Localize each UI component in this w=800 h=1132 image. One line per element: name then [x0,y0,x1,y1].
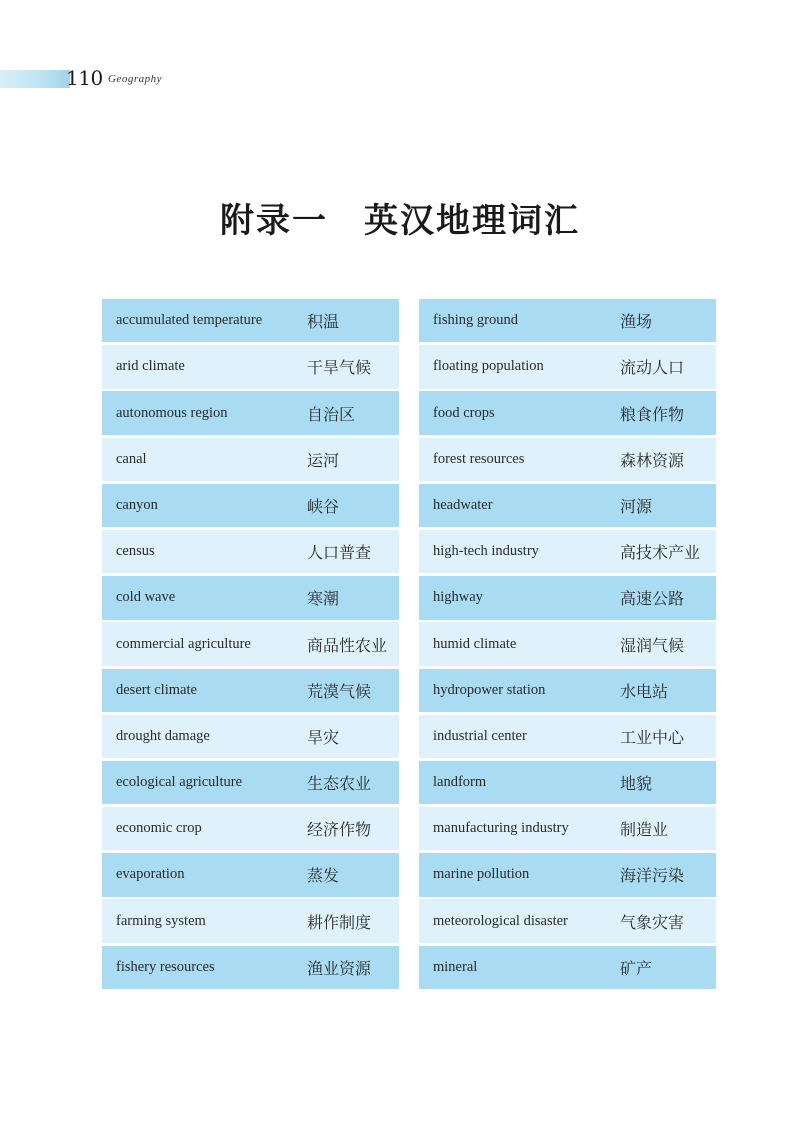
term-english: farming system [116,912,206,929]
glossary-row [102,576,399,619]
term-chinese: 制造业 [620,820,669,840]
glossary-row [419,345,716,388]
glossary-row [419,715,716,758]
term-english: landform [433,774,487,791]
term-chinese: 蒸发 [307,866,340,886]
term-english: ecological agriculture [116,774,243,791]
term-english: autonomous region [116,404,228,421]
term-english: meteorological disaster [433,912,568,929]
term-english: mineral [433,958,478,975]
glossary-row [419,761,716,804]
header-accent-stripe [0,70,70,88]
term-english: census [116,543,155,560]
term-chinese: 气象灾害 [620,912,685,932]
term-chinese: 湿润气候 [620,635,685,655]
term-english: arid climate [116,358,185,375]
term-chinese: 高速公路 [620,589,685,609]
term-chinese: 生态农业 [307,774,372,794]
term-english: floating population [433,358,544,375]
term-english: evaporation [116,866,185,883]
term-chinese: 荒漠气候 [307,681,372,701]
term-english: fishing ground [433,312,518,329]
term-chinese: 自治区 [307,404,356,424]
glossary-row [419,484,716,527]
term-chinese: 人口普查 [307,543,372,563]
term-chinese: 寒潮 [307,589,340,609]
term-chinese: 耕作制度 [307,912,372,932]
page-header [0,64,800,94]
term-chinese: 水电站 [620,681,669,701]
term-chinese: 河源 [620,496,653,516]
term-english: commercial agriculture [116,635,251,652]
glossary-row [419,807,716,850]
glossary-row [102,899,399,942]
glossary-row [419,853,716,896]
term-english: economic crop [116,820,202,837]
term-english: drought damage [116,727,210,744]
glossary-row [102,345,399,388]
term-chinese: 积温 [307,312,340,332]
glossary-row [419,391,716,434]
glossary-row [102,853,399,896]
term-english: accumulated temperature [116,312,263,329]
glossary-row [102,622,399,665]
glossary-row [419,899,716,942]
glossary-row [419,946,716,989]
term-english: cold wave [116,589,176,606]
glossary-row [419,530,716,573]
term-chinese: 高技术产业 [620,543,701,563]
term-english: highway [433,589,483,606]
glossary-row [102,669,399,712]
term-chinese: 干旱气候 [307,358,372,378]
term-english: canal [116,450,147,467]
glossary-row [102,715,399,758]
term-chinese: 海洋污染 [620,866,685,886]
glossary-row [419,622,716,665]
glossary-row [419,576,716,619]
term-english: marine pollution [433,866,530,883]
term-english: industrial center [433,727,527,744]
term-chinese: 运河 [307,450,340,470]
glossary-row [102,299,399,342]
term-chinese: 渔业资源 [307,958,372,978]
term-chinese: 经济作物 [307,820,372,840]
glossary-column-right [419,299,716,992]
glossary-row [419,669,716,712]
glossary-row [102,761,399,804]
term-chinese: 峡谷 [307,496,340,516]
glossary-row [102,807,399,850]
term-english: hydropower station [433,681,546,698]
glossary-row [102,484,399,527]
term-chinese: 工业中心 [620,727,685,747]
term-english: headwater [433,496,493,513]
term-english: high-tech industry [433,543,539,560]
term-english: canyon [116,496,158,513]
term-chinese: 粮食作物 [620,404,685,424]
term-chinese: 地貌 [620,774,653,794]
term-chinese: 森林资源 [620,450,685,470]
glossary-row [102,438,399,481]
glossary-row [419,438,716,481]
glossary-row [102,946,399,989]
term-chinese: 渔场 [620,312,653,332]
term-chinese: 商品性农业 [307,635,388,655]
term-english: desert climate [116,681,197,698]
term-chinese: 流动人口 [620,358,685,378]
page-number: 110 [66,66,103,90]
term-english: food crops [433,404,495,421]
term-chinese: 旱灾 [307,727,340,747]
glossary-row [102,391,399,434]
term-english: manufacturing industry [433,820,569,837]
glossary-row [419,299,716,342]
page-title: 附录一 英汉地理词汇 [220,201,580,241]
glossary-row [102,530,399,573]
glossary-column-left [102,299,399,992]
term-english: forest resources [433,450,525,467]
term-english: fishery resources [116,958,215,975]
term-chinese: 矿产 [620,958,653,978]
term-english: humid climate [433,635,517,652]
header-subject: Geography [108,73,162,85]
